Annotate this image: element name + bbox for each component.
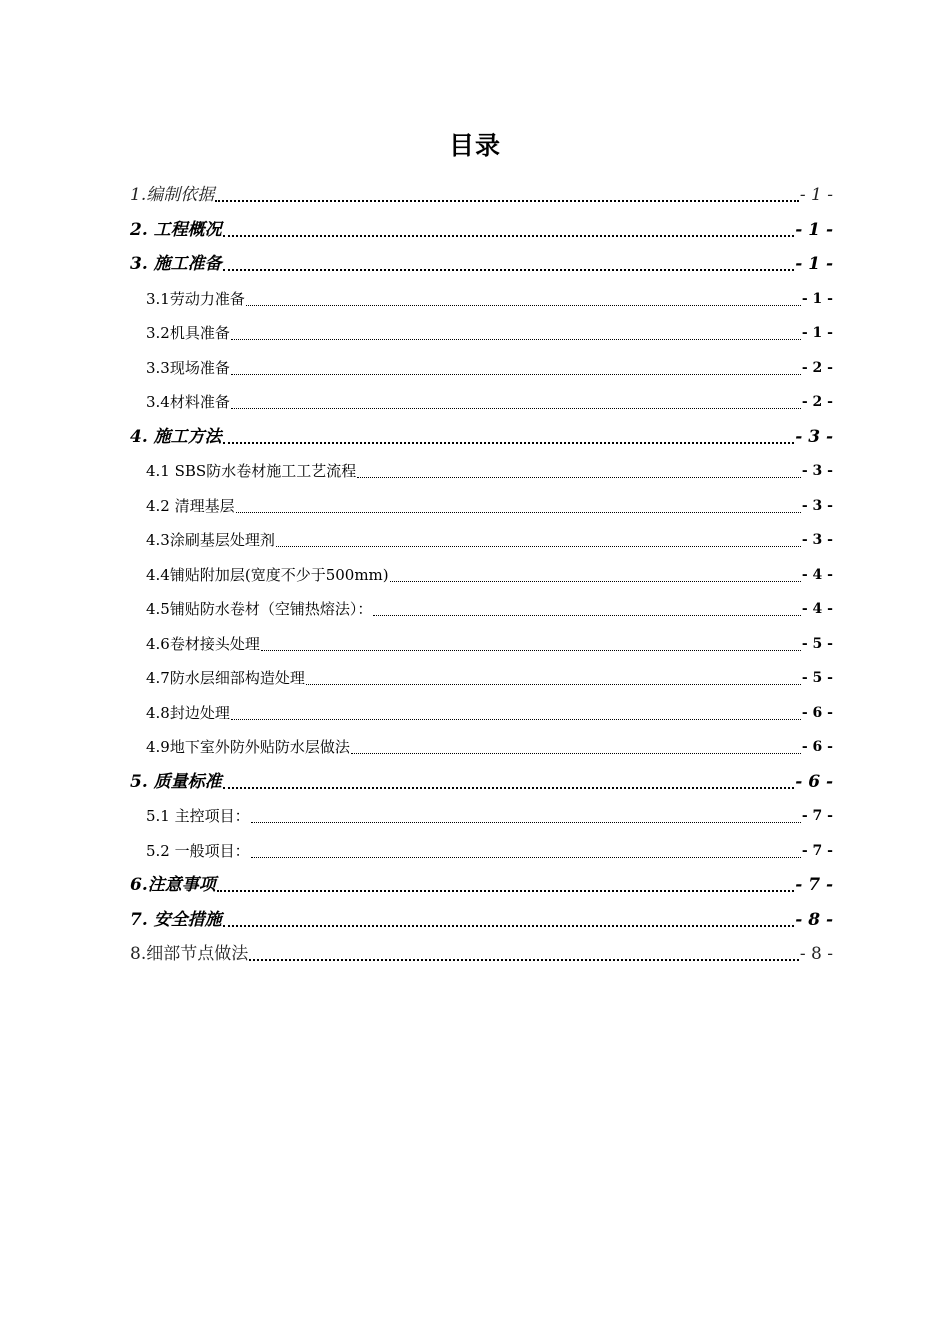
toc-dot-leader — [223, 268, 795, 271]
toc-entry-text: 4.4铺贴附加层(宽度不少于500mm) — [146, 565, 389, 584]
toc-page-number: - 6 - — [795, 771, 833, 792]
toc-dot-leader — [223, 441, 795, 444]
toc-entry[interactable] — [146, 797, 833, 827]
toc-entry-text: 2. 工程概况 — [130, 219, 222, 240]
toc-page-number: - 5 - — [801, 635, 833, 652]
toc-page-number: - 6 - — [801, 739, 833, 755]
toc-entry[interactable] — [146, 383, 833, 413]
toc-page-number: - 7 - — [801, 808, 833, 824]
toc-dot-leader — [251, 856, 801, 858]
toc-page-number: - 7 - — [801, 842, 833, 859]
toc-entry-text: 5. 质量标准 — [130, 771, 222, 792]
toc-dot-leader — [236, 511, 801, 513]
toc-entry[interactable] — [130, 418, 833, 448]
toc-dot-leader — [306, 683, 801, 685]
toc-dot-leader — [231, 373, 801, 375]
toc-entry[interactable] — [146, 625, 833, 655]
toc-entry[interactable] — [130, 935, 833, 965]
toc-page-number: - 5 - — [801, 670, 833, 686]
toc-page-number: - 4 - — [801, 566, 833, 583]
toc-entry[interactable] — [146, 487, 833, 517]
toc-entry-text: 4.9地下室外防外贴防水层做法 — [146, 738, 350, 756]
toc-entry[interactable] — [146, 280, 833, 310]
toc-dot-leader — [357, 476, 801, 478]
toc-entry[interactable] — [146, 694, 833, 724]
toc-entry-text: 3.4材料准备 — [146, 393, 230, 411]
toc-page-number: - 2 - — [801, 394, 833, 410]
toc-dot-leader — [223, 234, 795, 237]
toc-entry-text: 1.编制依据 — [130, 185, 215, 205]
toc-entry-text: 4.7防水层细部构造处理 — [146, 669, 305, 687]
toc-dot-leader — [215, 199, 799, 202]
toc-dot-leader — [223, 924, 795, 927]
toc-dot-leader — [373, 614, 801, 616]
toc-entry[interactable] — [146, 314, 833, 344]
toc-entry-text: 4.3涂刷基层处理剂 — [146, 531, 275, 549]
toc-entry-text: 4. 施工方法 — [130, 426, 222, 447]
toc-page-number: - 1 - — [801, 325, 833, 341]
toc-page-number: - 6 - — [801, 704, 833, 721]
toc-entry-text: 4.5铺贴防水卷材（空铺热熔法）： — [146, 600, 373, 618]
toc-entry-text: 5.1 主控项目： — [146, 807, 250, 825]
toc-page-number: - 3 - — [801, 463, 833, 479]
toc-page-number: - 1 - — [795, 219, 833, 240]
toc-entry-text: 3.3现场准备 — [146, 358, 230, 377]
toc-entry-text: 6.注意事项 — [130, 875, 216, 895]
toc-page-number: - 3 - — [801, 497, 833, 514]
toc-entry[interactable] — [130, 866, 833, 896]
toc-page-number: - 3 - — [801, 532, 833, 548]
toc-dot-leader — [276, 545, 801, 547]
toc-entry[interactable] — [130, 245, 833, 275]
toc-page-number: - 8 - — [799, 944, 833, 964]
toc-dot-leader — [217, 889, 794, 892]
toc-dot-leader — [251, 821, 801, 823]
toc-dot-leader — [351, 752, 801, 754]
toc-page-number: - 8 - — [795, 909, 833, 930]
toc-page-number: - 4 - — [801, 601, 833, 617]
toc-title: 目录 — [448, 131, 501, 160]
toc-entry[interactable] — [146, 659, 833, 689]
toc-entry-text: 4.1 SBS防水卷材施工工艺流程 — [146, 462, 357, 480]
toc-dot-leader — [390, 580, 801, 582]
toc-dot-leader — [231, 718, 801, 720]
toc-entry-text: 5.2 一般项目： — [146, 841, 250, 860]
toc-page-number: - 3 - — [795, 426, 833, 447]
toc-entry[interactable] — [130, 763, 833, 793]
toc-entry-text: 4.8封边处理 — [146, 703, 230, 722]
toc-entry[interactable] — [146, 349, 833, 379]
toc-entry-text: 3.2机具准备 — [146, 324, 230, 342]
toc-entry[interactable] — [146, 521, 833, 551]
toc-entry[interactable] — [146, 556, 833, 586]
toc-page-number: - 1 - — [801, 290, 833, 307]
toc-dot-leader — [246, 304, 801, 306]
toc-entry[interactable] — [130, 211, 833, 241]
toc-entry-text: 8.细部节点做法 — [130, 944, 249, 964]
toc-entry-text: 4.6卷材接头处理 — [146, 634, 260, 653]
toc-entry-text: 3. 施工准备 — [130, 254, 222, 274]
toc-entry[interactable] — [130, 176, 833, 206]
toc-page-number: - 2 - — [801, 359, 833, 376]
toc-dot-leader — [231, 338, 801, 340]
toc-entry[interactable] — [146, 728, 833, 758]
toc-entry-text: 7. 安全措施 — [130, 909, 222, 930]
toc-entry-text: 3.1劳动力准备 — [146, 289, 245, 308]
toc-page-number: - 1 - — [799, 185, 833, 205]
toc-entry[interactable] — [146, 452, 833, 482]
toc-dot-leader — [249, 958, 799, 961]
toc-page-number: - 1 - — [795, 254, 833, 274]
toc-dot-leader — [223, 786, 795, 789]
toc-entry-text: 4.2 清理基层 — [146, 496, 235, 515]
toc-entry[interactable] — [146, 832, 833, 862]
toc-entry[interactable] — [130, 901, 833, 931]
toc-page-number: - 7 - — [795, 875, 833, 895]
toc-dot-leader — [261, 649, 801, 651]
toc-dot-leader — [231, 407, 801, 409]
toc-entry[interactable] — [146, 590, 833, 620]
